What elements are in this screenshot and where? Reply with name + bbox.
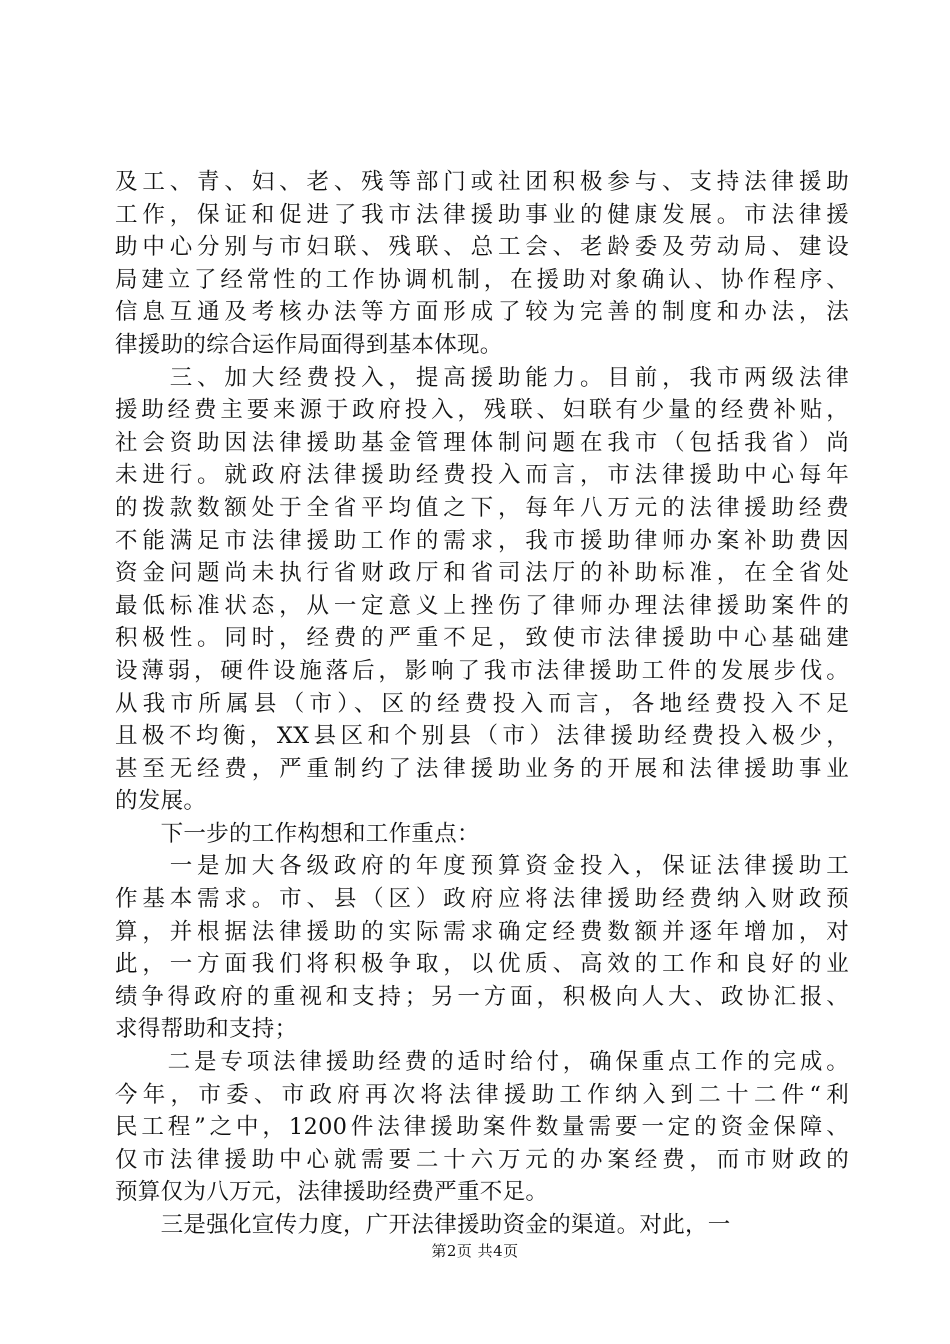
text-line: 二是专项法律援助经费的适时给付，确保重点工作的完成。 bbox=[115, 1049, 849, 1076]
document-body bbox=[115, 166, 849, 1242]
text-line: 的拨款数额处于全省平均值之下，每年八万元的法律援助经费 bbox=[115, 494, 849, 521]
text-line: 仅市法律援助中心就需要二十六万元的办案经费，而市财政的 bbox=[115, 1146, 849, 1173]
text-line: 民工程”之中，1200件法律援助案件数量需要一定的资金保障、 bbox=[115, 1114, 849, 1141]
text-line: 信息互通及考核办法等方面形成了较为完善的制度和办法，法 bbox=[115, 299, 849, 326]
text-line: 社会资助因法律援助基金管理体制问题在我市（包括我省）尚 bbox=[115, 429, 849, 456]
text-line: 设薄弱，硬件设施落后，影响了我市法律援助工件的发展步伐。 bbox=[115, 657, 849, 684]
text-line: 未进行。就政府法律援助经费投入而言，市法律援助中心每年 bbox=[115, 462, 849, 489]
text-line: 资金问题尚未执行省财政厅和省司法厅的补助标准，在全省处 bbox=[115, 560, 849, 587]
text-line: 工作，保证和促进了我市法律援助事业的健康发展。市法律援 bbox=[115, 201, 849, 228]
text-line: 助中心分别与市妇联、残联、总工会、老龄委及劳动局、建设 bbox=[115, 234, 849, 261]
text-line: 积极性。同时，经费的严重不足，致使市法律援助中心基础建 bbox=[115, 625, 849, 652]
text-line: 下一步的工作构想和工作重点： bbox=[115, 820, 480, 847]
text-line: 三、加大经费投入，提高援助能力。目前，我市两级法律 bbox=[115, 364, 849, 391]
text-line: 今年，市委、市政府再次将法律援助工作纳入到二十二件“利 bbox=[115, 1081, 849, 1108]
text-line: 从我市所属县（市）、区的经费投入而言，各地经费投入不足 bbox=[115, 690, 849, 717]
text-line: 及工、青、妇、老、残等部门或社团积极参与、支持法律援助 bbox=[115, 169, 849, 195]
text-line: 一是加大各级政府的年度预算资金投入，保证法律援助工 bbox=[115, 853, 849, 880]
text-line: 的发展。 bbox=[115, 788, 207, 815]
text-line: 预算仅为八万元，法律援助经费严重不足。 bbox=[115, 1179, 549, 1206]
text-line: 不能满足市法律援助工作的需求，我市援助律师办案补助费因 bbox=[115, 527, 849, 554]
text-line: 甚至无经费，严重制约了法律援助业务的开展和法律援助事业 bbox=[115, 755, 849, 782]
text-line: 绩争得政府的重视和支持；另一方面，积极向人大、政协汇报、 bbox=[115, 983, 849, 1010]
text-line: 求得帮助和支持； bbox=[115, 1016, 298, 1043]
text-line: 此，一方面我们将积极争取，以优质、高效的工作和良好的业 bbox=[115, 951, 849, 978]
text-line: 作基本需求。市、县（区）政府应将法律援助经费纳入财政预 bbox=[115, 886, 849, 913]
text-line: 律援助的综合运作局面得到基本体现。 bbox=[115, 331, 503, 358]
text-line: 算，并根据法律援助的实际需求确定经费数额并逐年增加，对 bbox=[115, 918, 849, 945]
text-line: 最低标准状态，从一定意义上挫伤了律师办理法律援助案件的 bbox=[115, 592, 849, 619]
page-footer: 第2页 共4页 bbox=[431, 1242, 519, 1260]
text-line: 局建立了经常性的工作协调机制，在援助对象确认、协作程序、 bbox=[115, 266, 849, 293]
text-line: 援助经费主要来源于政府投入，残联、妇联有少量的经费补贴， bbox=[115, 397, 849, 424]
text-line: 且极不均衡，XX县区和个别县（市）法律援助经费投入极少， bbox=[115, 723, 849, 750]
text-line: 三是强化宣传力度，广开法律援助资金的渠道。对此，一 bbox=[115, 1212, 731, 1238]
